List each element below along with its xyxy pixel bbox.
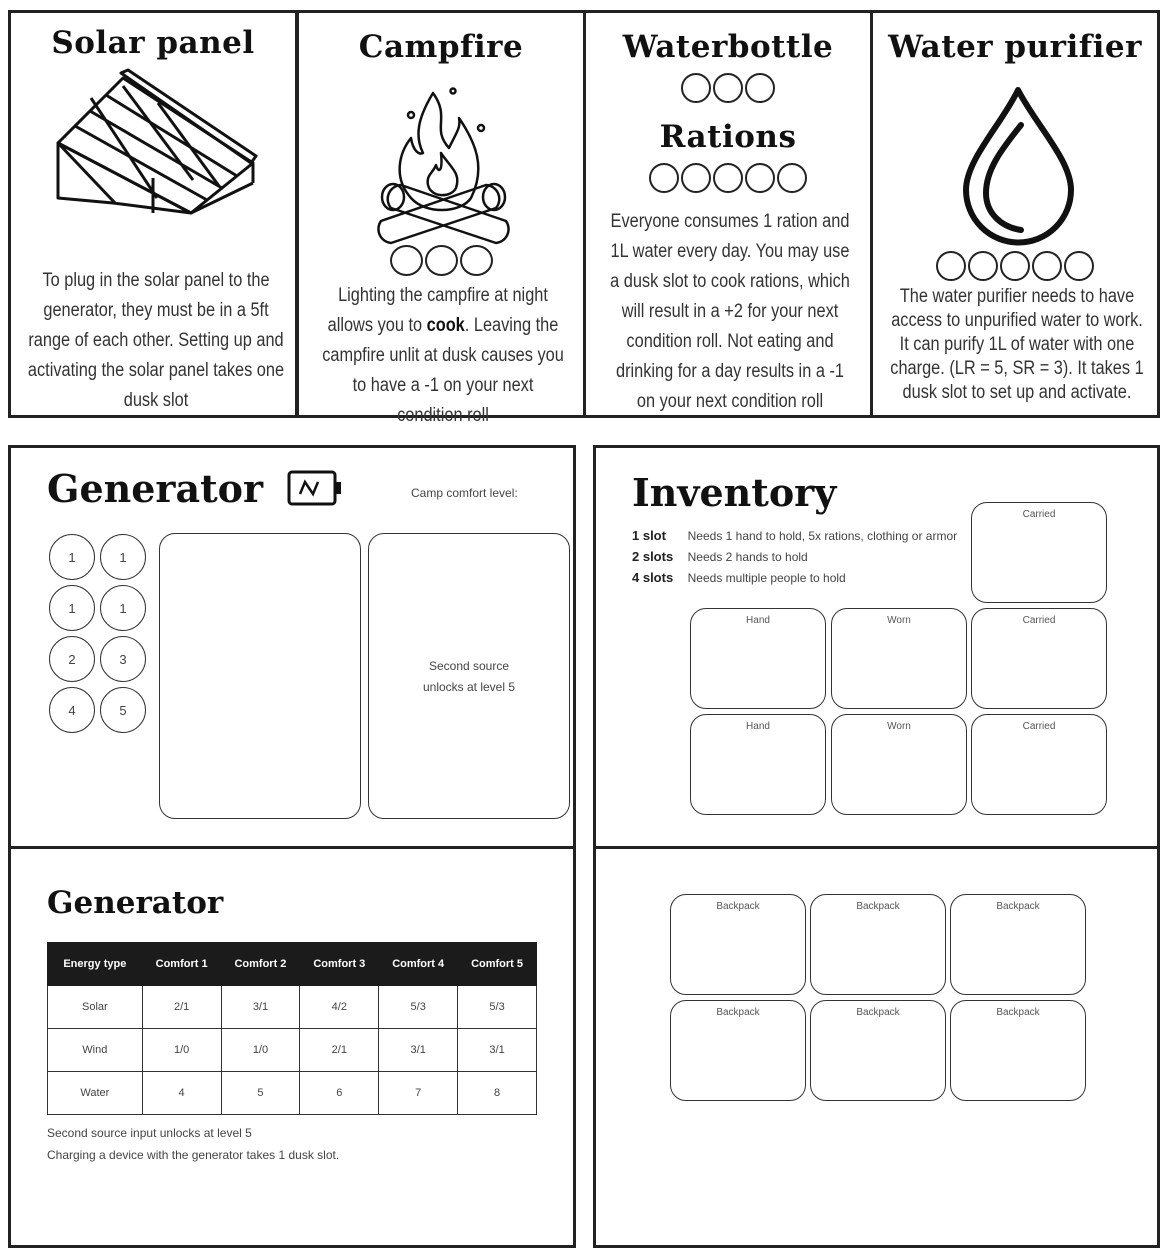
slot-circle[interactable] [1000, 251, 1030, 281]
battery-icon [287, 470, 343, 506]
slot-label: Worn [887, 721, 911, 732]
table-cell: 1/0 [221, 1029, 300, 1072]
card-title: Campfire [358, 29, 524, 65]
generator-panel [8, 445, 576, 849]
worn-slot[interactable] [831, 714, 967, 815]
generator-table-title: Generator [47, 885, 224, 921]
slot-circle[interactable] [936, 251, 966, 281]
table-cell: 2/1 [300, 1029, 379, 1072]
table-cell: 8 [458, 1072, 537, 1115]
rule-desc: Needs 1 hand to hold, 5x rations, clothing or armor [687, 529, 958, 543]
second-source-note: Second source unlocks at level 5 [422, 659, 516, 694]
rule-key: 4 slots [632, 570, 674, 585]
slot-label: Hand [746, 615, 770, 626]
rule-key: 1 slot [632, 528, 666, 543]
table-cell: 6 [300, 1072, 379, 1115]
inventory-title: Inventory [632, 470, 837, 515]
campfire-description: Lighting the campfire at night allows you to cook. Leaving the campfire unlit at dusk causes you to have a -1 on your next condition roll [322, 285, 564, 426]
table-cell: Water [48, 1072, 143, 1115]
table-header: Energy type [48, 943, 143, 986]
slot-circle[interactable] [390, 245, 423, 276]
slot-circle[interactable] [1064, 251, 1094, 281]
table-header: Comfort 1 [142, 943, 221, 986]
table-cell: 2/1 [142, 986, 221, 1029]
table-header-row [48, 943, 537, 986]
slot-circle[interactable] [713, 73, 743, 103]
table-header: Comfort 5 [458, 943, 537, 986]
table-row [48, 1029, 537, 1072]
backpack-slot[interactable] [670, 894, 806, 995]
comfort-slot[interactable]: 5 [100, 687, 146, 733]
slot-label: Backpack [856, 901, 900, 912]
table-cell: 3/1 [221, 986, 300, 1029]
water-rations-description: Everyone consumes 1 ration and 1L water every day. You may use a dusk slot to cook rations, which will result in a +2 for your next condition roll. Not eating and drinking for a day results in a -1 on your next condition roll [610, 211, 850, 412]
card-title: Water purifier [888, 29, 1142, 65]
table-header: Comfort 4 [379, 943, 458, 986]
backpack-slot[interactable] [810, 894, 946, 995]
hand-slot[interactable] [690, 714, 826, 815]
table-cell: 3/1 [379, 1029, 458, 1072]
rations-title: Rations [659, 119, 797, 155]
table-cell: 7 [379, 1072, 458, 1115]
table-cell: 3/1 [458, 1029, 537, 1072]
solar-panel-card [8, 10, 298, 418]
table-header: Comfort 3 [300, 943, 379, 986]
slot-label: Carried [1022, 509, 1056, 520]
inventory-panel [593, 445, 1160, 849]
card-title: Waterbottle [622, 29, 834, 65]
table-cell: 4 [142, 1072, 221, 1115]
rule-desc: Needs 2 hands to hold [687, 550, 808, 564]
slot-circle[interactable] [745, 73, 775, 103]
campfire-icon [371, 73, 516, 248]
table-cell: 5/3 [379, 986, 458, 1029]
solar-panel-description: To plug in the solar panel to the generator, they must be in a 5ft range of each other. Setting up and activating the solar panel takes one dusk slot [27, 270, 285, 411]
water-drop-icon [961, 85, 1076, 247]
generator-note-2: Charging a device with the generator takes 1 dusk slot. [47, 1148, 340, 1162]
table-row [48, 1072, 537, 1115]
backpack-slot[interactable] [670, 1000, 806, 1101]
slot-label: Backpack [996, 1007, 1040, 1018]
water-purifier-card [870, 10, 1160, 418]
water-purifier-description: The water purifier needs to have access to unpurified water to work. It can purify 1L of water with one charge. (LR = 5, SR = 3). It takes 1 dusk slot to set up and activate. [890, 286, 1144, 403]
carried-slot[interactable] [971, 608, 1107, 709]
generator-energy-table [47, 942, 537, 1115]
carried-slot[interactable] [971, 714, 1107, 815]
rule-key: 2 slots [632, 549, 674, 564]
table-cell: Wind [48, 1029, 143, 1072]
worn-slot[interactable] [831, 608, 967, 709]
camp-comfort-label: Camp comfort level: [411, 486, 518, 500]
backpack-slot[interactable] [950, 1000, 1086, 1101]
slot-circle[interactable] [968, 251, 998, 281]
slot-circle[interactable] [425, 245, 458, 276]
backpack-panel [593, 846, 1160, 1248]
slot-circle[interactable] [460, 245, 493, 276]
table-cell: 5/3 [458, 986, 537, 1029]
generator-note-1: Second source input unlocks at level 5 [47, 1126, 252, 1140]
slot-label: Backpack [716, 1007, 760, 1018]
slot-label: Carried [1022, 721, 1056, 732]
slot-circle[interactable] [681, 73, 711, 103]
table-cell: Solar [48, 986, 143, 1029]
waterbottle-slots [586, 73, 870, 103]
comfort-slot[interactable]: 1 [49, 585, 95, 631]
inventory-rule [632, 570, 846, 585]
slot-circle[interactable] [745, 163, 775, 193]
second-source-box[interactable] [368, 533, 570, 819]
card-title: Solar panel [51, 25, 255, 61]
carried-slot[interactable] [971, 502, 1107, 603]
solar-panel-icon [53, 68, 258, 218]
slot-circle[interactable] [681, 163, 711, 193]
inventory-rule [632, 528, 957, 543]
slot-circle[interactable] [1032, 251, 1062, 281]
slot-circle[interactable] [777, 163, 807, 193]
backpack-slot[interactable] [810, 1000, 946, 1101]
generator-title: Generator [47, 466, 263, 511]
campfire-card [296, 10, 586, 426]
slot-label: Hand [746, 721, 770, 732]
campfire-slots [299, 245, 583, 276]
slot-label: Backpack [856, 1007, 900, 1018]
hand-slot[interactable] [690, 608, 826, 709]
slot-label: Backpack [996, 901, 1040, 912]
table-cell: 1/0 [142, 1029, 221, 1072]
comfort-slot[interactable]: 1 [49, 534, 95, 580]
table-cell: 5 [221, 1072, 300, 1115]
backpack-slot[interactable] [950, 894, 1086, 995]
rations-slots [586, 163, 870, 193]
slot-label: Backpack [716, 901, 760, 912]
slot-label: Carried [1022, 615, 1056, 626]
table-cell: 4/2 [300, 986, 379, 1029]
slot-circle[interactable] [713, 163, 743, 193]
comfort-slot[interactable]: 1 [100, 534, 146, 580]
comfort-slot[interactable]: 3 [100, 636, 146, 682]
rule-desc: Needs multiple people to hold [687, 571, 846, 585]
inventory-rule [632, 549, 808, 564]
slot-circle[interactable] [649, 163, 679, 193]
slot-label: Worn [887, 615, 911, 626]
comfort-slot[interactable]: 1 [100, 585, 146, 631]
purifier-charge-slots [873, 251, 1157, 281]
table-header: Comfort 2 [221, 943, 300, 986]
generator-table-panel [8, 846, 576, 1248]
comfort-slot[interactable]: 4 [49, 687, 95, 733]
waterbottle-rations-card [583, 10, 873, 418]
comfort-slot[interactable]: 2 [49, 636, 95, 682]
table-row [48, 986, 537, 1029]
primary-source-box[interactable] [159, 533, 361, 819]
